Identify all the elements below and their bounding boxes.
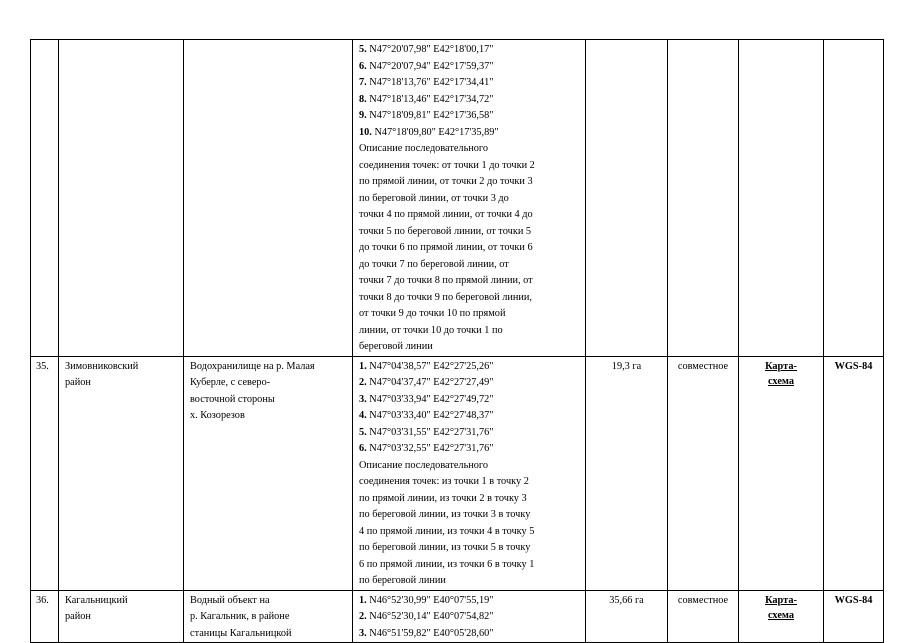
point-number: 6. bbox=[359, 60, 367, 72]
area-cell-text: 19,3 га bbox=[611, 360, 642, 372]
point-coordinate: N47°18'13,76" E42°17'34,41" bbox=[366, 77, 494, 88]
point-coordinate: N47°20'07,94" E42°17'59,37" bbox=[366, 60, 494, 72]
area-cell-text: 35,66 га bbox=[609, 594, 644, 606]
coordinate-system-cell bbox=[824, 356, 884, 590]
coordinate-system-cell-text: WGS-84 bbox=[834, 594, 873, 606]
row-number-text: 35. bbox=[36, 360, 49, 372]
coordinate-point bbox=[359, 92, 585, 109]
usage-type-cell-text bbox=[668, 40, 738, 42]
coordinate-point bbox=[359, 42, 585, 59]
row-number bbox=[31, 40, 59, 357]
usage-type-cell bbox=[668, 590, 739, 643]
point-number: 1. bbox=[359, 594, 367, 606]
data-table bbox=[30, 39, 884, 643]
point-number: 4. bbox=[359, 410, 367, 421]
water-object-cell bbox=[184, 40, 353, 357]
map-scheme-link[interactable]: Карта- схема bbox=[765, 594, 797, 621]
table-row bbox=[31, 590, 884, 643]
point-coordinate: N47°03'33,94" E42°27'49,72" bbox=[366, 393, 494, 405]
map-scheme-link[interactable]: Карта- схема bbox=[765, 360, 797, 387]
point-number: 1. bbox=[359, 360, 367, 372]
connection-description: Описание последовательного соединения точек: из точки 1 в точку 2 по прямой линии, из точки 2 в точку 3 по береговой линии, из точки 3 в точку 4 по прямой линии, из точки 4 в точку 5 по береговой линии, из точки 5 в точку 6 по прямой линии, из точки 6 в точку 1 по береговой линии bbox=[359, 459, 535, 586]
coordinate-point bbox=[359, 425, 585, 442]
point-coordinate: N46°52'30,99" E40°07'55,19" bbox=[366, 594, 494, 606]
point-coordinate: N46°52'30,14" E40°07'54,82" bbox=[366, 611, 494, 622]
area-cell-text bbox=[586, 40, 667, 42]
coordinate-point bbox=[359, 108, 585, 125]
coordinate-point bbox=[359, 75, 585, 92]
point-number: 7. bbox=[359, 77, 367, 88]
map-link-cell bbox=[739, 356, 824, 590]
coordinate-point bbox=[359, 593, 585, 610]
coordinate-point bbox=[359, 59, 585, 76]
coordinates-cell bbox=[353, 590, 586, 643]
coordinate-point bbox=[359, 441, 585, 458]
table-row bbox=[31, 356, 884, 590]
row-number-text: 36. bbox=[36, 594, 49, 606]
point-coordinate: N47°03'32,55" E42°27'31,76" bbox=[366, 443, 494, 454]
point-number: 3. bbox=[359, 393, 367, 405]
point-number: 10. bbox=[359, 126, 372, 138]
row-number bbox=[31, 356, 59, 590]
map-link-cell bbox=[739, 40, 824, 357]
usage-type-cell-text: совместное bbox=[677, 360, 729, 372]
point-coordinate: N47°18'09,80" E42°17'35,89" bbox=[371, 126, 499, 138]
point-coordinate: N47°03'31,55" E42°27'31,76" bbox=[366, 426, 494, 438]
point-coordinate: N47°20'07,98" E42°18'00,17" bbox=[366, 44, 494, 55]
water-object-cell bbox=[184, 356, 353, 590]
district-cell-text bbox=[59, 40, 183, 42]
point-number: 2. bbox=[359, 611, 367, 622]
point-number: 6. bbox=[359, 443, 367, 454]
coordinate-point bbox=[359, 392, 585, 409]
district-cell bbox=[59, 356, 184, 590]
coordinate-point bbox=[359, 408, 585, 425]
table-row bbox=[31, 40, 884, 357]
point-number: 3. bbox=[359, 627, 367, 639]
point-coordinate: N47°18'13,46" E42°17'34,72" bbox=[366, 93, 494, 105]
water-object-cell-text: Водный объект на р. Кагальник, в районе станицы Кагальницкой bbox=[190, 594, 292, 639]
coordinate-point bbox=[359, 375, 585, 392]
area-cell bbox=[586, 40, 668, 357]
area-cell bbox=[586, 590, 668, 643]
coordinate-system-cell bbox=[824, 40, 884, 357]
point-coordinate: N47°03'33,40" E42°27'48,37" bbox=[366, 410, 494, 421]
point-number: 2. bbox=[359, 377, 367, 388]
point-coordinate: N47°18'09,81" E42°17'36,58" bbox=[366, 110, 494, 121]
usage-type-cell-text: совместное bbox=[677, 594, 729, 606]
point-coordinate: N46°51'59,82" E40°05'28,60" bbox=[366, 627, 494, 639]
table-body bbox=[31, 40, 884, 643]
area-cell bbox=[586, 356, 668, 590]
point-number: 9. bbox=[359, 110, 367, 121]
district-cell bbox=[59, 40, 184, 357]
coordinate-system-cell bbox=[824, 590, 884, 643]
row-number-text bbox=[31, 40, 58, 42]
point-number: 5. bbox=[359, 426, 367, 438]
usage-type-cell bbox=[668, 356, 739, 590]
water-object-cell bbox=[184, 590, 353, 643]
district-cell-text: Кагальницкий район bbox=[65, 594, 128, 622]
water-object-cell-text: Водохранилище на р. Малая Куберле, с северо- восточной стороны х. Козорезов bbox=[190, 360, 315, 421]
map-link-cell bbox=[739, 590, 824, 643]
coordinates-cell bbox=[353, 40, 586, 357]
district-cell bbox=[59, 590, 184, 643]
point-number: 8. bbox=[359, 93, 367, 105]
coordinates-cell bbox=[353, 356, 586, 590]
point-coordinate: N47°04'38,57" E42°27'25,26" bbox=[366, 360, 494, 372]
coordinate-point bbox=[359, 609, 585, 626]
point-coordinate: N47°04'37,47" E42°27'27,49" bbox=[366, 377, 494, 388]
coordinate-system-cell-text bbox=[824, 40, 883, 42]
point-number: 5. bbox=[359, 44, 367, 55]
coordinate-system-cell-text: WGS-84 bbox=[834, 360, 873, 372]
coordinate-point bbox=[359, 359, 585, 376]
usage-type-cell bbox=[668, 40, 739, 357]
row-number bbox=[31, 590, 59, 643]
coordinate-point bbox=[359, 125, 585, 142]
connection-description: Описание последовательного соединения точек: от точки 1 до точки 2 по прямой линии, от точки 2 до точки 3 по береговой линии, от точки 3 до точки 4 по прямой линии, от точки 4 до точки 5 по береговой линии, от точки 5 до точки 6 по прямой линии, от точки 6 до точки 7 по береговой линии, от точки 7 до точки 8 по прямой линии, от точки 8 до точки 9 по береговой линии, от точки 9 до точки 10 по прямой линии, от точки 10 до точки 1 по береговой линии bbox=[359, 143, 535, 352]
district-cell-text: Зимовниковский район bbox=[65, 360, 139, 388]
water-object-cell-text bbox=[184, 40, 352, 42]
